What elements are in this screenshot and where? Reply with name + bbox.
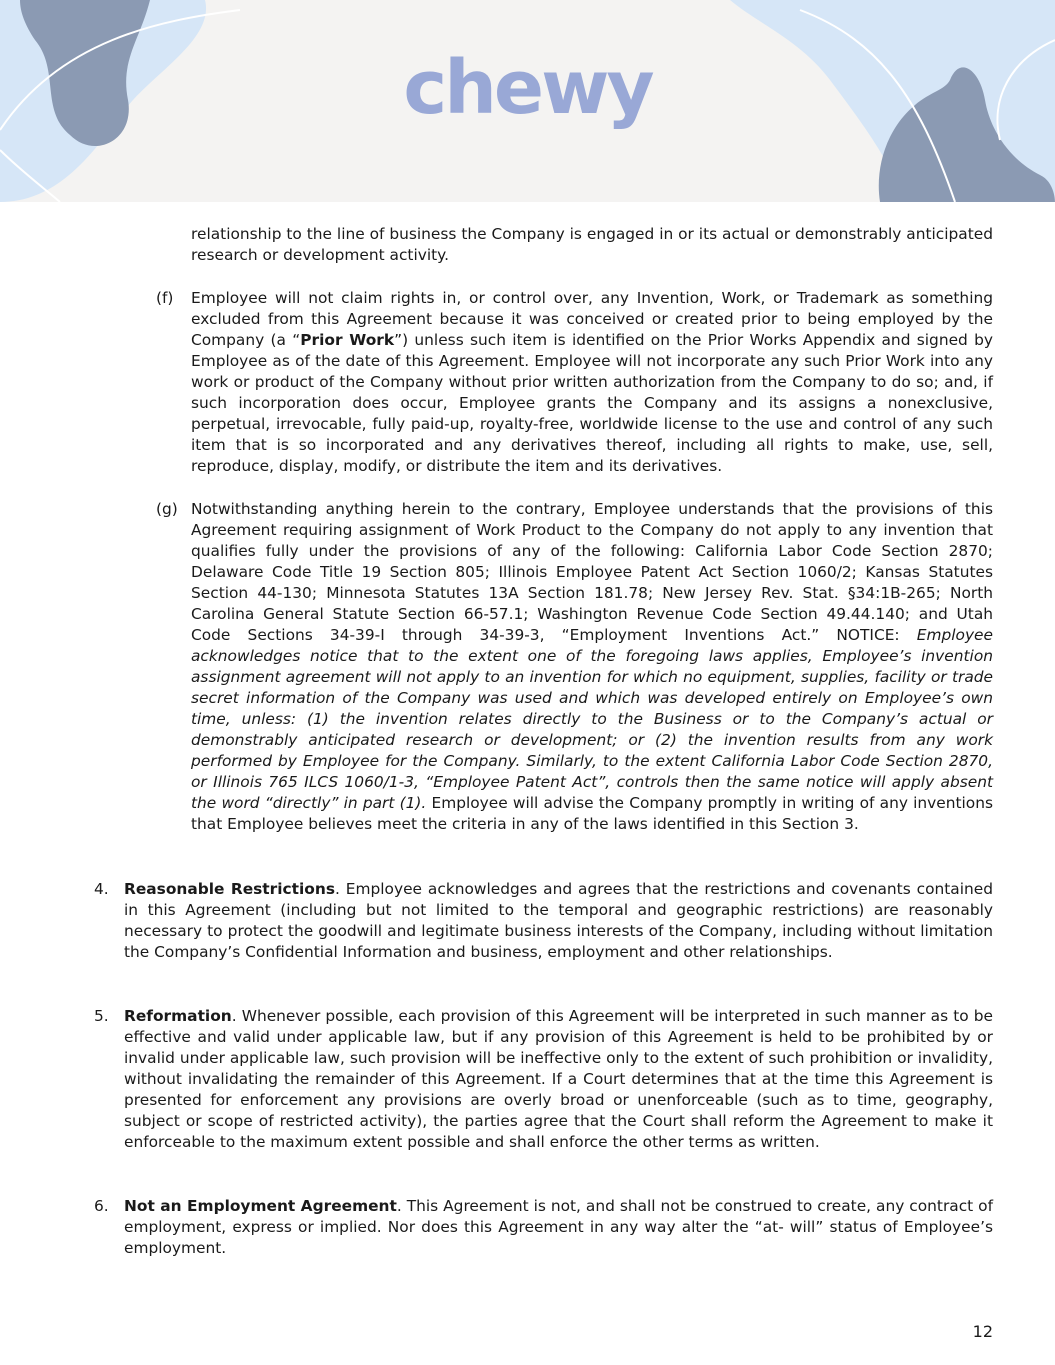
section-4-heading: Reasonable Restrictions bbox=[124, 880, 335, 898]
section-6-heading: Not an Employment Agreement bbox=[124, 1197, 397, 1215]
notice-text: Employee acknowledges notice that to the extent one of the foregoing laws applies, Employee’s invention assignment agreement will not apply to an invention for which no equipment, supplies, facility or trade secret information of the Company was used and which was developed entirely on Employee’s own time, unless: (1) the invention relates directly to the Business or to the Company’s actual or demonstrably anticipated research or development; or (2) the invention results from any work performed by Employee for the Company. Similarly, to the extent California Labor Code Section 2870, or Illinois 765 ILCS 1060/1-3, “Employee Patent Act”, controls then the same notice will apply absent the word “directly” in part (1). bbox=[191, 626, 993, 812]
section-4-reasonable-restrictions: Reasonable Restrictions. Employee acknowledges and agrees that the restrictions and covenants contained in this Agreement (including but not limited to the temporal and geographic restrictions) are reasonably necessary to protect the goodwill and legitimate business interests of the Company, including without limitation the Company’s Confidential Information and business, employment and other relationships. bbox=[124, 880, 993, 961]
prior-work-term: Prior Work bbox=[300, 331, 395, 349]
section-5-heading: Reformation bbox=[124, 1007, 232, 1025]
section-6-not-employment-agreement: Not an Employment Agreement. This Agreement is not, and shall not be construed to create, any contract of employment, express or implied. Nor does this Agreement in any way alter the “at- will” status of Employee’s employment. bbox=[124, 1197, 994, 1257]
page-header bbox=[0, 0, 1055, 202]
paragraph-f: Employee will not claim rights in, or control over, any Invention, Work, or Trademark as something excluded from this Agreement because it was conceived or created prior to being employed by the Company (a “Prior Work”) unless such item is identified on the Prior Works Appendix and signed by Employee as of the date of this Agreement. Employee will not incorporate any such Prior Work into any work or product of the Company without prior written authorization from the Company to do so; and, if such incorporation does occur, Employee grants the Company and its assigns a nonexclusive, perpetual, irrevocable, fully paid-up, royalty-free, worldwide license to the use and control of any such item that is so incorporated and any derivatives thereof, including all rights to make, use, sell, reproduce, display, modify, or distribute the item and its derivatives. bbox=[191, 289, 993, 475]
section-5-reformation: Reformation. Whenever possible, each provision of this Agreement will be interpreted in such manner as to be effective and valid under applicable law, but if any provision of this Agreement is held to be prohibited by or invalid under applicable law, such provision will be ineffective only to the extent of such prohibition or invalidity, without invalidating the remainder of this Agreement. If a Court determines that at the time this Agreement is presented for enforcement any provisions are overly broad or unenforceable (such as to time, geography, subject or scope of restricted activity), the parties agree that the Court shall reform the Agreement to make it enforceable to the maximum extent possible and shall enforce the other terms as written. bbox=[124, 1007, 993, 1151]
marker-4: 4. bbox=[94, 880, 109, 898]
paragraph-continuation: relationship to the line of business the Company is engaged in or its actual or demonstrably anticipated research or development activity. bbox=[191, 225, 993, 264]
paragraph-g: Notwithstanding anything herein to the contrary, Employee understands that the provisions of this Agreement requiring assignment of Work Product to the Company do not apply to any invention that qualifies fully under the provisions of any of the following: California Labor Code Section 2870; Delaware Code Title 19 Section 805; Illinois Employee Patent Act Section 1060/2; Kansas Statutes Section 44-130; Minnesota Statutes 13A Section 181.78; New Jersey Rev. Stat. §34:1B-265; North Carolina General Statute Section 66-57.1; Washington Revenue Code Section 49.44.140; and Utah Code Sections 34-39-I through 34-39-3, “Employment Inventions Act.” NOTICE: Employee acknowledges notice that to the extent one of the foregoing laws applies, Employee’s invention assignment agreement will not apply to an invention for which no equipment, supplies, facility or trade secret information of the Company was used and which was developed entirely on Employee’s own time, unless: (1) the invention relates directly to the Business or to the Company’s actual or demonstrably anticipated research or development; or (2) the invention results from any work performed by Employee for the Company. Similarly, to the extent California Labor Code Section 2870, or Illinois 765 ILCS 1060/1-3, “Employee Patent Act”, controls then the same notice will apply absent the word “directly” in part (1). Employee will advise the Company promptly in writing of any inventions that Employee believes meet the criteria in any of the laws identified in this Section 3. bbox=[191, 500, 993, 833]
marker-6: 6. bbox=[94, 1197, 109, 1215]
marker-g: (g) bbox=[156, 500, 178, 518]
page-number: 12 bbox=[972, 1322, 993, 1341]
marker-5: 5. bbox=[94, 1007, 109, 1025]
marker-f: (f) bbox=[156, 289, 174, 307]
chewy-logo: chewy bbox=[403, 45, 652, 131]
